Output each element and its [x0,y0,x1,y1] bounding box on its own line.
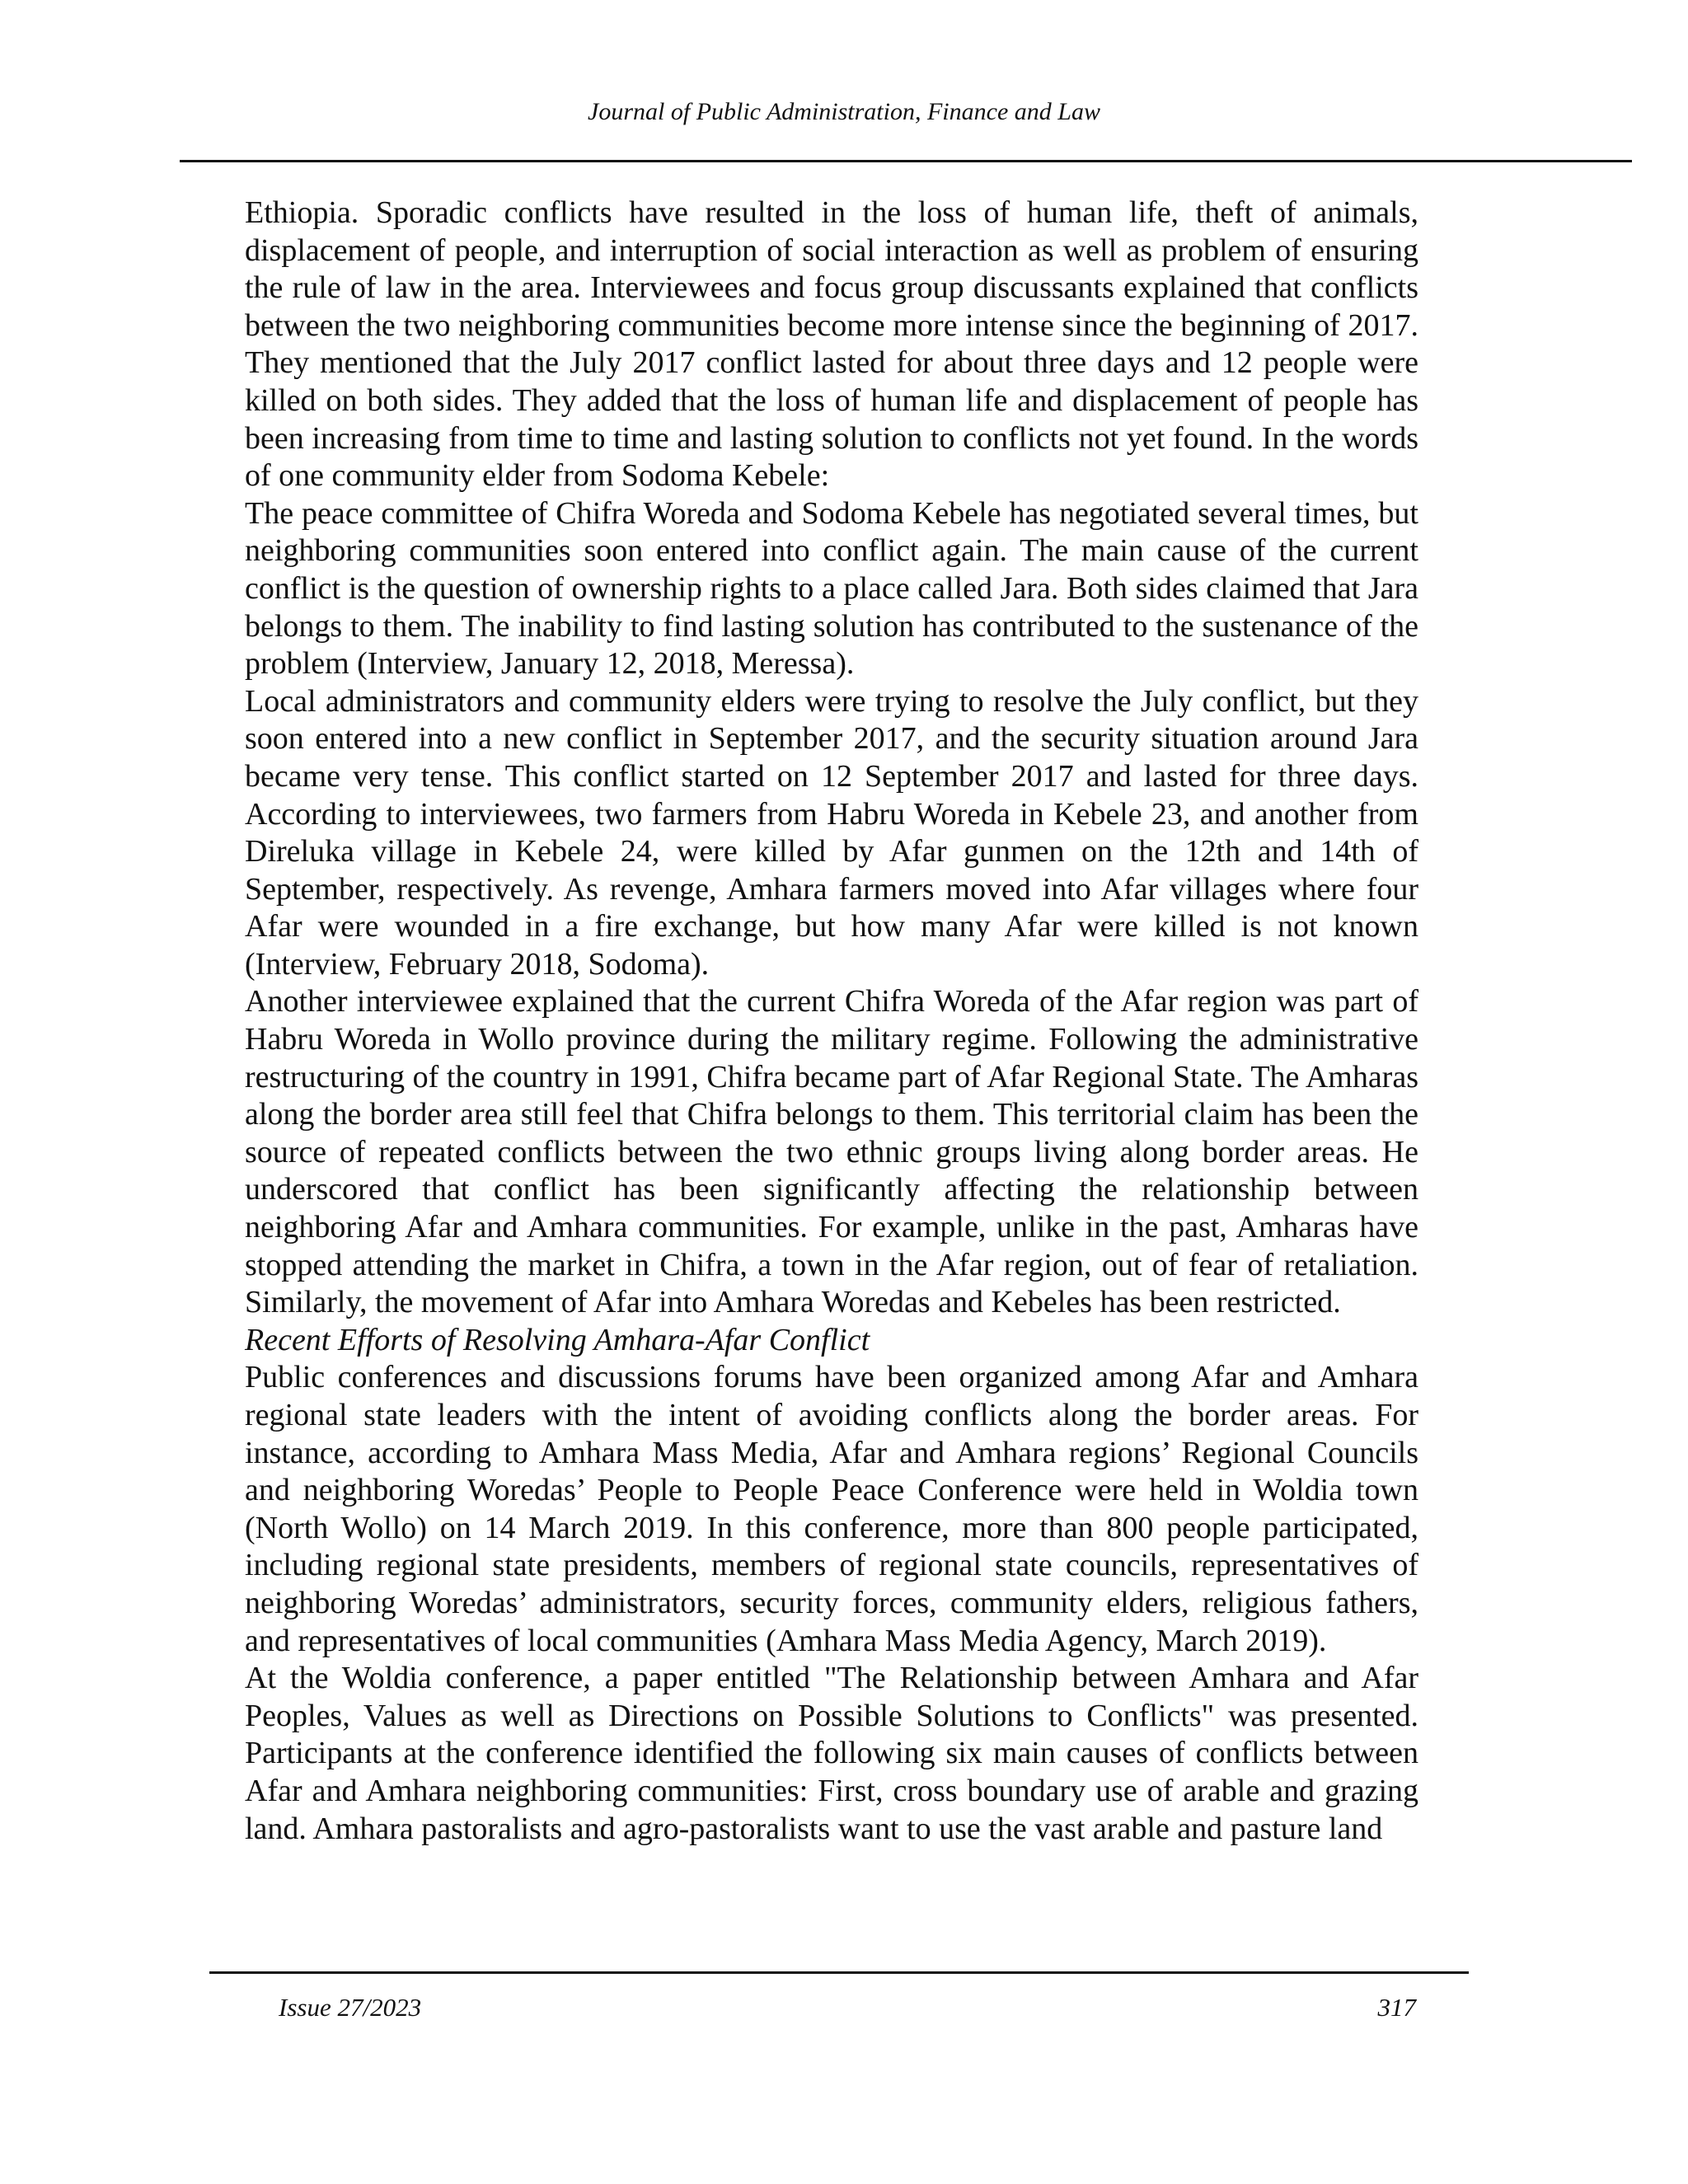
body-paragraph: Public conferences and discussions forums have been organized among Afar and Amhara regional state leaders with the intent of avoiding conflicts along the border areas. For instance, according to Amhara Mass Media, Afar and Amhara regions’ Regional Councils and neighboring Woredas’ People to People Peace Conference were held in Woldia town (North Wollo) on 14 March 2019. In this conference, more than 800 people participated, including regional state presidents, members of regional state councils, representatives of neighboring Woredas’ administrators, security forces, community elders, religious fathers, and representatives of local communities (Amhara Mass Media Agency, March 2019). [245,1360,1418,1658]
body-paragraph: Ethiopia. Sporadic conflicts have resulted in the loss of human life, theft of animals, displacement of people, and interruption of social interaction as well as problem of ensuring the rule of law in the area. Interviewees and focus group discussants explained that conflicts between the two neighboring communities become more intense since the beginning of 2017. They mentioned that the July 2017 conflict lasted for about three days and 12 people were killed on both sides. They added that the loss of human life and displacement of people has been increasing from time to time and lasting solution to conflicts not yet found. In the words of one community elder from Sodoma Kebele: [245,195,1418,494]
running-header: Journal of Public Administration, Finance and Law [588,98,1100,125]
body-paragraph: Another interviewee explained that the current Chifra Woreda of the Afar region was part of Habru Woreda in Wollo province during the military regime. Following the administrative restructuring of the country in 1991, Chifra became part of Afar Regional State. The Amharas along the border area still feel that Chifra belongs to them. This territorial claim has been the source of repeated conflicts between the two ethnic groups living along border areas. He underscored that conflict has been significantly affecting the relationship between neighboring Afar and Amhara communities. For example, unlike in the past, Amharas have stopped attending the market in Chifra, a town in the Afar region, out of fear of retaliation. Similarly, the movement of Afar into Amhara Woredas and Kebeles has been restricted. [245,984,1418,1320]
block-quote-paragraph: The peace committee of Chifra Woreda and Sodoma Kebele has negotiated several times, but neighboring communities soon entered into conflict again. The main cause of the current conflict is the question of ownership rights to a place called Jara. Both sides claimed that Jara belongs to them. The inability to find lasting solution has contributed to the sustenance of the problem (Interview, January 12, 2018, Meressa). [245,495,1418,682]
header-divider [180,160,1632,162]
body-paragraph: Local administrators and community elders were trying to resolve the July conflict, but they soon entered into a new conflict in September 2017, and the security situation around Jara became very tense. This conflict started on 12 September 2017 and lasted for three days. According to interviewees, two farmers from Habru Woreda in Kebele 23, and another from Direluka village in Kebele 24, were killed by Afar gunmen on the 12th and 14th of September, respectively. As revenge, Amhara farmers moved into Afar villages where four Afar were wounded in a fire exchange, but how many Afar were killed is not known (Interview, February 2018, Sodoma). [245,683,1418,982]
footer-issue: Issue 27/2023 [279,1993,422,2022]
footer-divider [209,1971,1469,1974]
page-number: 317 [1377,1993,1416,2022]
section-heading: Recent Efforts of Resolving Amhara-Afar Conflict [245,1322,870,1357]
article-body [245,194,1418,1848]
body-paragraph: At the Woldia conference, a paper entitled "The Relationship between Amhara and Afar Peoples, Values as well as Directions on Possible Solutions to Conflicts" was presented. Participants at the conference identified the following six main causes of conflicts between Afar and Amhara neighboring communities: First, cross boundary use of arable and grazing land. Amhara pastoralists and agro-pastoralists want to use the vast arable and pasture land [245,1661,1418,1846]
